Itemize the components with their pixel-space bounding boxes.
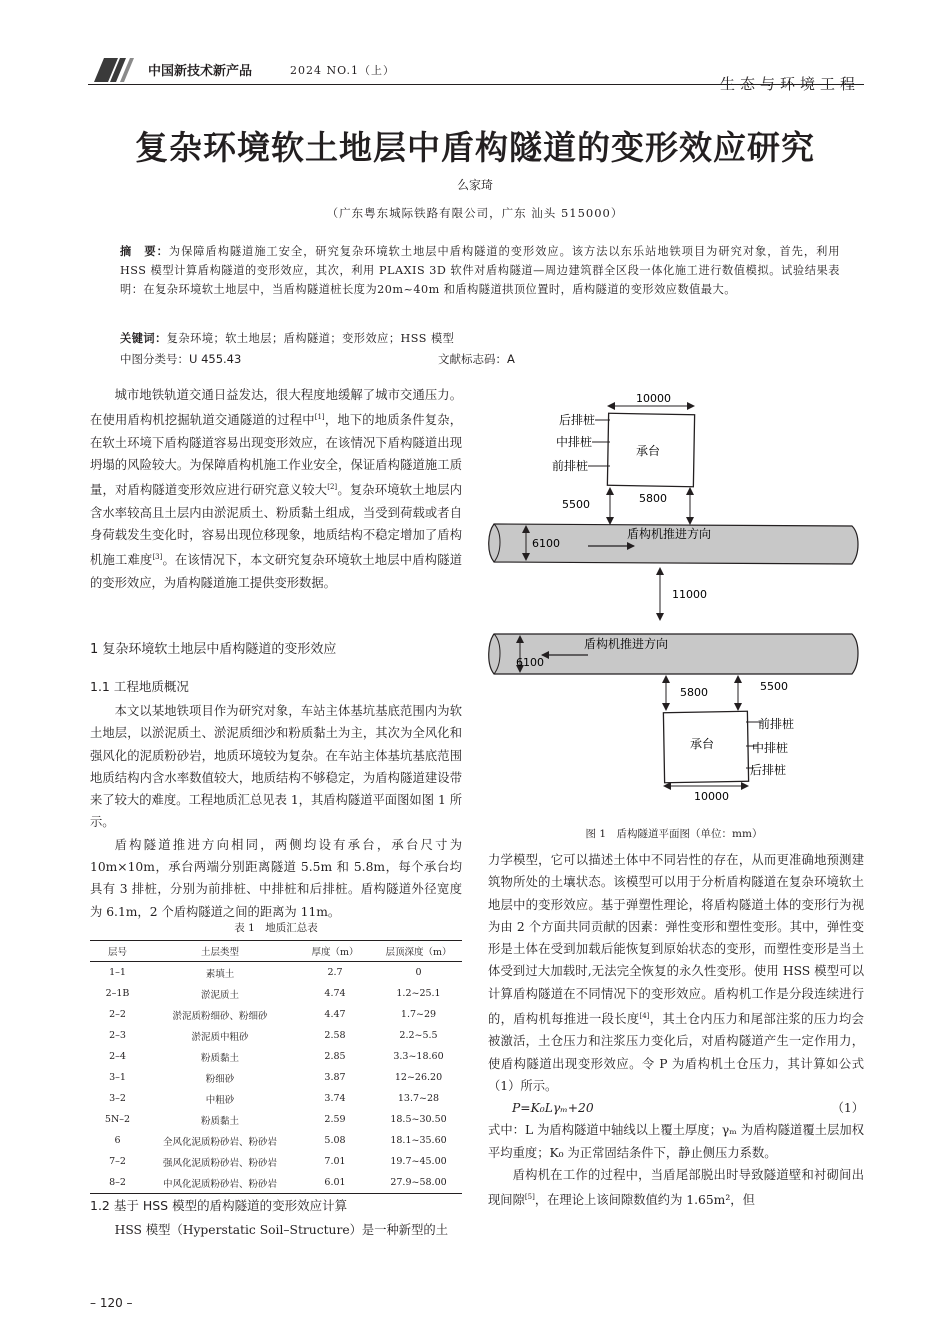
document-code: 文献标志码：A — [438, 352, 515, 366]
right-column — [488, 849, 864, 1212]
section-name: 生态与环境工程 — [719, 75, 860, 93]
left-column-body — [90, 700, 462, 923]
tunnel-plan-figure — [484, 384, 864, 820]
dim-11000: 11000 — [672, 588, 707, 601]
cap-label-top: 承台 — [636, 444, 661, 458]
dim-5800-bottom: 5800 — [680, 686, 708, 699]
table-row: 3–1 粉细砂 3.87 12~26.20 — [109, 1072, 443, 1085]
cap-label-bottom: 承台 — [690, 737, 715, 751]
dim-5500-top: 5500 — [562, 498, 590, 511]
formula-1 — [488, 1097, 864, 1119]
intro-paragraph: 城市地铁轨道交通日益发达，很大程度地缓解了城市交通压力。在使用盾构机挖掘轨道交通隧道的过程中[1]，地下的地质条件复杂，在软土环境下盾构隧道容易出现变形效应，在该情况下盾构隧道出现坍塌的风险较大。为保障盾构机施工作业安全，保证盾构隧道施工质量，对盾构隧道变形效应进行研究意义较大[2]。复杂环境软土地层内含水率较高且土层内由淤泥质土、粉质黏土组成，当受到荷载或者自身荷载发生变化时，容易出现位移现象，地质结构不稳定增加了盾构机施工难度[3]。在该情况下，本文研究复杂环境软土地层中盾构隧道的变形效应，为盾构隧道施工提供变形数据。 — [90, 388, 462, 590]
direction-label-upper: 盾构机推进方向 — [627, 527, 712, 541]
header-rule — [88, 84, 864, 85]
table-row: 6 全风化泥质粉砂岩、粉砂岩 5.08 18.1~35.60 — [114, 1135, 447, 1148]
dim-5500-bottom: 5500 — [760, 680, 788, 693]
ref-1: [1] — [314, 413, 325, 422]
geology-table — [90, 940, 462, 1194]
tunnel-lower — [489, 634, 858, 674]
table-row: 3–2 中粗砂 3.74 13.7~28 — [109, 1093, 440, 1106]
affiliation: （广东粤东城际铁路有限公司，广东 汕头 515000） — [326, 206, 624, 220]
abstract-text: 为保障盾构隧道施工安全，研究复杂环境软土地层中盾构隧道的变形效应。该方法以东乐站地铁项目为研究对象，首先，利用 HSS 模型计算盾构隧道的变形效应，其次，利用 PLAXIS 3D 软件对盾构隧道—周边建筑群全区段一体化施工进行数值模拟。试验结果表明：在复杂环境软土地层中，当盾构隧道桩长度为20m~40m 和盾构隧道拱顶位置时，盾构隧道的变形效应数值最大。 — [120, 245, 840, 296]
col-header-layer: 层号 — [90, 941, 145, 962]
back-pile-label-bottom: 后排桩 — [750, 763, 787, 777]
formula-number: （1） — [831, 1101, 864, 1116]
table-row: 2–3 淤泥质中粗砂 2.58 2.2~5.5 — [109, 1030, 438, 1043]
figure-caption: 图 1 盾构隧道平面图（单位：mm） — [585, 828, 763, 840]
geology-paragraph: 本文以某地铁项目作为研究对象，车站主体基坑基底范围内为软土地层，以淤泥质土、淤泥质细沙和粉质黏土为主，其次为全风化和强风化的泥质粉砂岩，地质环境较为复杂。在车站主体基坑基底范围地质结构内含水率数值较大，地质结构不够稳定，为盾构隧道建设带来了较大的难度。工程地质汇总见表 1，其盾构隧道平面图如图 1 所示。 — [90, 704, 462, 830]
hss-intro: HSS 模型（Hyperstatic Soil–Structure）是一种新型的土 — [114, 1223, 448, 1237]
page-number: – 120 – — [90, 1296, 133, 1310]
table-row: 1–1 素填土 2.7 0 — [109, 967, 422, 980]
col-header-depth: 层顶深度（m） — [375, 941, 462, 962]
direction-label-lower: 盾构机推进方向 — [584, 637, 669, 651]
ref-5: [5] — [524, 1193, 535, 1202]
col-header-type: 土层类型 — [145, 941, 295, 962]
table-header-row — [90, 941, 462, 962]
keywords-label: 关键词： — [120, 332, 167, 345]
table-row: 8–2 中风化泥质粉砂岩、粉砂岩 6.01 27.9~58.00 — [90, 1172, 462, 1194]
abstract-label: 摘 要： — [120, 245, 169, 258]
journal-name: 中国新技术新产品 — [148, 64, 253, 79]
section-heading-1-2: 1.2 基于 HSS 模型的盾构隧道的变形效应计算 — [90, 1198, 348, 1213]
journal-logo-icon — [88, 58, 140, 82]
table-row: 7–2 强风化泥质粉砂岩、粉砂岩 7.01 19.7~45.00 — [109, 1156, 447, 1169]
dim-top-width: 10000 — [636, 392, 671, 405]
table-row: 2–2 淤泥质粉细砂、粉细砂 4.47 1.7~29 — [109, 1009, 437, 1022]
gap-paragraph: 盾构机在工作的过程中，当盾尾部脱出时导致隧道壁和衬砌间出现间隙[5]，在理论上该间隙数值约为 1.65m²，但 — [488, 1167, 864, 1208]
hss-paragraph: 力学模型，它可以描述土体中不同岩性的存在，从而更准确地预测建筑物所处的土壤状态。该模型可以用于分析盾构隧道在复杂环境软土地层中的变形效应。基于弹塑性理论，将盾构隧道土体的变形行为视为由 2 个方面共同贡献的因素：弹性变形和塑性变形。其中，弹性变形是土体在受到加载后能恢复到原始状态的变形，而塑性变形是当土体受到过大加载时,无法完全恢复的永久性变形。使用 HSS 模型可以计算盾构隧道在不同情况下的变形效应。盾构机工作是分段连续进行的，盾构机每推进一段长度[4]，其土仓内压力和尾部注浆的压力均会被激活，土仓压力和注浆压力变化后，对盾构隧道产生一定作用力，使盾构隧道出现变形效应。令 P 为盾构机土仓压力，其计算如公式（1）所示。 — [488, 853, 864, 1094]
paper-title: 复杂环境软土地层中盾构隧道的变形效应研究 — [135, 128, 815, 167]
dim-bottom-width: 10000 — [694, 790, 729, 803]
mid-pile-label-bottom: 中排桩 — [752, 741, 789, 755]
table-row: 2–4 粉质黏土 2.85 3.3~18.60 — [109, 1051, 444, 1064]
clc-number: 中图分类号：U 455.43 — [120, 352, 242, 366]
mid-pile-label-top: 中排桩 — [556, 435, 593, 449]
table-row: 2–1B 淤泥质土 4.74 1.2~25.1 — [105, 988, 441, 1001]
front-pile-label-top: 前排桩 — [552, 459, 589, 473]
section-heading-1-1: 1.1 工程地质概况 — [90, 679, 189, 694]
dim-5800-top: 5800 — [639, 492, 667, 505]
ref-2: [2] — [327, 483, 338, 492]
col-header-thickness: 厚度（m） — [295, 941, 375, 962]
formula-explanation: 式中：L 为盾构隧道中轴线以上覆土厚度；γₘ 为盾构隧道覆土层加权平均重度；K₀ 为正常固结条件下，静止侧压力系数。 — [488, 1123, 864, 1160]
author: 么家琦 — [456, 178, 493, 192]
dim-6100-lower: 6100 — [516, 656, 544, 669]
dim-6100-upper: 6100 — [532, 537, 560, 550]
back-pile-label-top: 后排桩 — [559, 413, 596, 427]
tunnel-paragraph: 盾构隧道推进方向相同，两侧均设有承台，承台尺寸为 10m×10m，承台两端分别距离隧道 5.5m 和 5.8m，每个承台均具有 3 排桩，分别为前排桩、中排桩和后排桩。盾构隧道外径宽度为 6.1m，2 个盾构隧道之间的距离为 11m。 — [90, 837, 462, 919]
keywords-text: 复杂环境；软土地层；盾构隧道；变形效应；HSS 模型 — [166, 332, 455, 345]
formula-text: P=K₀Lγₘ+20 — [512, 1101, 594, 1116]
ref-3: [3] — [152, 553, 163, 562]
keywords — [120, 330, 840, 346]
issue-number: 2024 NO.1（上） — [290, 64, 395, 77]
table-caption: 表 1 地质汇总表 — [234, 922, 318, 934]
front-pile-label-bottom: 前排桩 — [758, 717, 795, 731]
table-row: 5N–2 粉质黏土 2.59 18.5~30.50 — [104, 1114, 447, 1127]
abstract — [120, 242, 840, 299]
ref-4: [4] — [639, 1012, 650, 1021]
left-column — [90, 384, 462, 594]
section-heading-1: 1 复杂环境软土地层中盾构隧道的变形效应 — [90, 642, 337, 657]
